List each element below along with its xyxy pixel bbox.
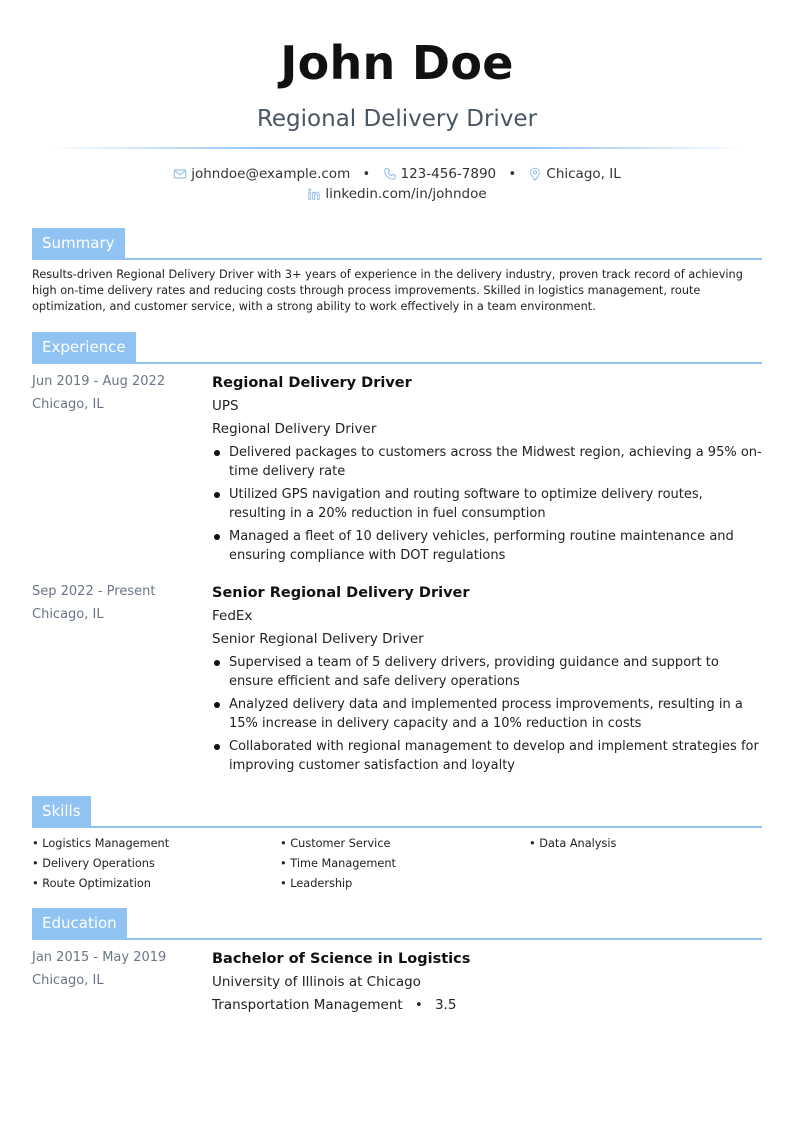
- section-title: Summary: [32, 228, 125, 258]
- section-rule: [32, 258, 762, 260]
- school: University of Illinois at Chicago: [212, 974, 421, 990]
- section-title: Experience: [32, 332, 136, 362]
- education-dates: Jan 2015 - May 2019: [32, 950, 167, 965]
- contact-phone[interactable]: [383, 166, 497, 182]
- education-section-header: [32, 908, 762, 940]
- skill-item: • Route Optimization: [32, 876, 272, 896]
- skill-item: • Leadership: [280, 876, 520, 896]
- job-subtitle: Senior Regional Delivery Driver: [212, 631, 424, 647]
- location-text: Chicago, IL: [546, 166, 621, 182]
- experience-section-header: [32, 332, 762, 364]
- job-role: Senior Regional Delivery Driver: [212, 585, 470, 601]
- field-of-study: Transportation Management: [212, 997, 403, 1013]
- job-bullets: [212, 443, 762, 565]
- phone-icon: [383, 167, 397, 181]
- skill-item: • Time Management: [280, 856, 520, 876]
- job-location: Chicago, IL: [32, 607, 104, 622]
- job-title: Regional Delivery Driver: [256, 106, 538, 132]
- job-meta: [32, 583, 202, 629]
- contact-location: [528, 166, 620, 182]
- skill-item: • Logistics Management: [32, 836, 272, 856]
- section-rule: [32, 826, 762, 828]
- job-bullets: [212, 653, 762, 775]
- job-role: Regional Delivery Driver: [212, 375, 412, 391]
- education-location: Chicago, IL: [32, 973, 104, 988]
- contact-linkedin[interactable]: [307, 186, 486, 202]
- skills-section-header: [32, 796, 762, 828]
- contact-email[interactable]: [173, 166, 350, 182]
- skill-item: • Delivery Operations: [32, 856, 272, 876]
- contact-row-linkedin: [0, 186, 794, 202]
- linkedin-text: linkedin.com/in/johndoe: [325, 186, 487, 202]
- job-bullet: Delivered packages to customers across the Midwest region, achieving a 95% on-time delivery rate: [212, 443, 762, 481]
- job-meta: [32, 373, 202, 419]
- separator-dot: •: [508, 166, 517, 182]
- job-subtitle: Regional Delivery Driver: [212, 421, 377, 437]
- job-company: FedEx: [212, 608, 253, 624]
- candidate-name: John Doe: [280, 36, 514, 90]
- email-text: johndoe@example.com: [191, 166, 351, 182]
- location-pin-icon: [528, 167, 542, 181]
- phone-text: 123-456-7890: [400, 166, 497, 182]
- degree: Bachelor of Science in Logistics: [212, 951, 471, 967]
- section-title: Education: [32, 908, 127, 938]
- linkedin-icon: [307, 187, 321, 201]
- education-details: [212, 996, 762, 1016]
- separator-dot: •: [415, 998, 423, 1013]
- job-bullet: Collaborated with regional management to develop and implement strategies for improving customer satisfaction and loyalty: [212, 737, 762, 775]
- job-bullet: Supervised a team of 5 delivery drivers, providing guidance and support to ensure efficient and safe delivery operations: [212, 653, 762, 691]
- skills-column: [529, 836, 769, 856]
- skill-item: • Data Analysis: [529, 836, 769, 856]
- section-title: Skills: [32, 796, 91, 826]
- job-location: Chicago, IL: [32, 397, 104, 412]
- job-entry: [212, 373, 762, 569]
- skills-column: [280, 836, 520, 896]
- section-rule: [32, 938, 762, 940]
- summary-text: Results-driven Regional Delivery Driver with 3+ years of experience in the delivery industry, proven track record of achieving high on-time delivery rates and reducing costs through process improvements. Skilled in logistics management, route optimization, and customer service, with a strong ability to work effectively in a team environment.: [32, 268, 743, 313]
- gpa: 3.5: [434, 997, 457, 1013]
- job-company: UPS: [212, 398, 239, 414]
- summary-section-header: [32, 228, 762, 260]
- job-bullet: Managed a fleet of 10 delivery vehicles, performing routine maintenance and ensuring compliance with DOT regulations: [212, 527, 762, 565]
- title-divider: [50, 147, 744, 149]
- job-entry: [212, 583, 762, 779]
- mail-icon: [173, 167, 187, 181]
- job-dates: Sep 2022 - Present: [32, 584, 156, 599]
- education-entry: [212, 949, 762, 1020]
- education-meta: [32, 949, 202, 995]
- job-bullet: Analyzed delivery data and implemented process improvements, resulting in a 15% increase in delivery capacity and a 10% reduction in costs: [212, 695, 762, 733]
- separator-dot: •: [362, 166, 371, 182]
- skill-item: • Customer Service: [280, 836, 520, 856]
- job-dates: Jun 2019 - Aug 2022: [32, 374, 166, 389]
- section-rule: [32, 362, 762, 364]
- job-bullet: Utilized GPS navigation and routing software to optimize delivery routes, resulting in a 20% reduction in fuel consumption: [212, 485, 762, 523]
- contact-row: [0, 166, 794, 182]
- skills-column: [32, 836, 272, 896]
